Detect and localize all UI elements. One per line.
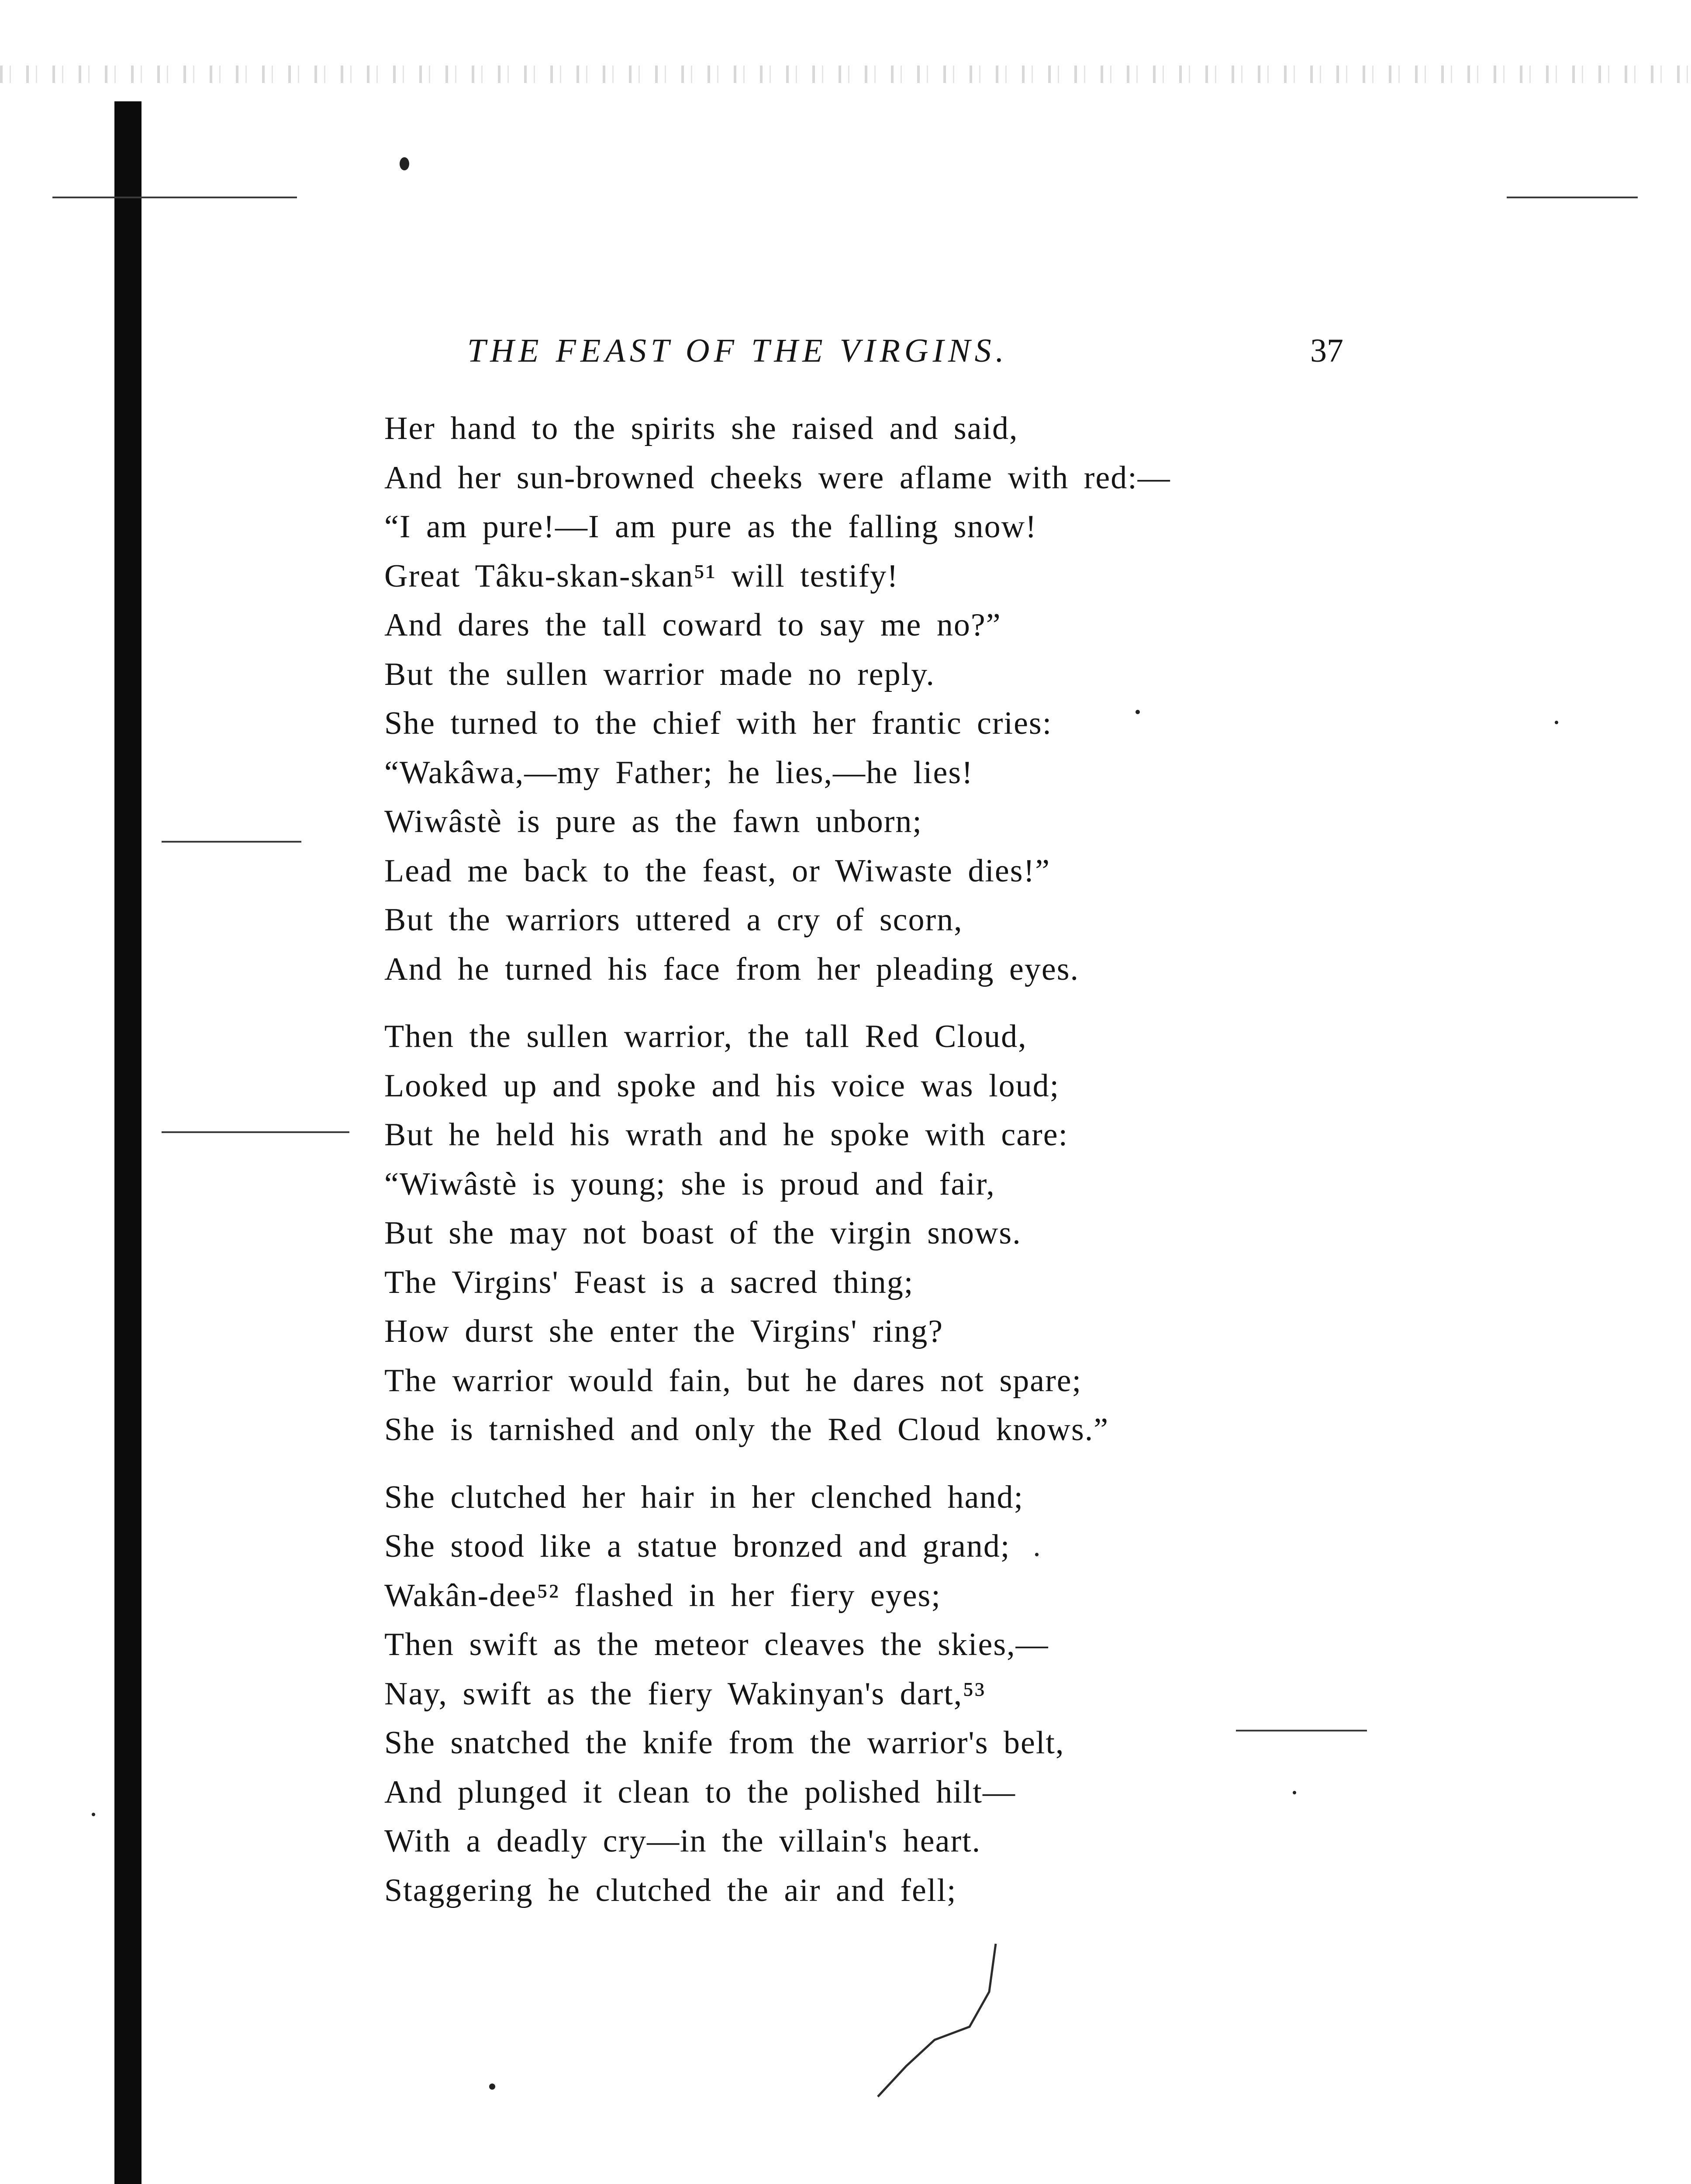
poem-line: Nay, swift as the fiery Wakinyan's dart,⁵³ bbox=[384, 1676, 986, 1712]
poem-line: She is tarnished and only the Red Cloud knows.” bbox=[384, 1412, 1109, 1448]
binding-edge bbox=[114, 101, 141, 2184]
paper-crack-mark bbox=[865, 1939, 1039, 2105]
poem-line: And dares the tall coward to say me no?” bbox=[384, 607, 1001, 643]
poem-line: Looked up and spoke and his voice was loud; bbox=[384, 1068, 1060, 1104]
ink-speck bbox=[1555, 721, 1558, 724]
poem-line: She clutched her hair in her clenched hand; bbox=[384, 1479, 1024, 1515]
poem-line: She turned to the chief with her frantic cries: bbox=[384, 705, 1053, 741]
poem-line: “Wiwâstè is young; she is proud and fair, bbox=[384, 1166, 995, 1202]
poem-line: But the sullen warrior made no reply. bbox=[384, 656, 935, 692]
poem-line: She stood like a statue bronzed and grand; bbox=[384, 1528, 1011, 1564]
poem-line: Lead me back to the feast, or Wiwaste dies!” bbox=[384, 853, 1051, 889]
poem-line: The warrior would fain, but he dares not spare; bbox=[384, 1362, 1082, 1399]
poem-line: Then the sullen warrior, the tall Red Cloud, bbox=[384, 1019, 1027, 1054]
scan-artifact-line bbox=[162, 1131, 349, 1133]
scan-artifact-line bbox=[162, 841, 301, 843]
poem-line: Wakân-dee⁵² flashed in her fiery eyes; bbox=[384, 1577, 941, 1614]
poem-line: How durst she enter the Virgins' ring? bbox=[384, 1313, 944, 1349]
poem-line: Staggering he clutched the air and fell; bbox=[384, 1872, 957, 1908]
stanza-1 bbox=[384, 404, 1345, 994]
scan-artifact-line bbox=[52, 197, 297, 198]
poem-line: With a deadly cry—in the villain's heart. bbox=[384, 1823, 981, 1859]
poem-body bbox=[384, 404, 1345, 1933]
page-number: 37 bbox=[1310, 332, 1343, 369]
running-title: THE FEAST OF THE VIRGINS. bbox=[467, 332, 1008, 369]
ink-speck bbox=[92, 1813, 95, 1816]
poem-line: Then swift as the meteor cleaves the skies,— bbox=[384, 1627, 1049, 1662]
poem-line: The Virgins' Feast is a sacred thing; bbox=[384, 1264, 914, 1300]
poem-line: But she may not boast of the virgin snows. bbox=[384, 1215, 1022, 1251]
stanza-3 bbox=[384, 1473, 1345, 1915]
scan-noise-top bbox=[0, 66, 1691, 83]
poem-line: And her sun-browned cheeks were aflame with red:— bbox=[384, 460, 1171, 496]
ink-speck bbox=[400, 157, 409, 170]
scan-artifact-line bbox=[1507, 197, 1638, 198]
stanza-2 bbox=[384, 1012, 1345, 1455]
poem-line: But he held his wrath and he spoke with care: bbox=[384, 1117, 1069, 1153]
poem-line: She snatched the knife from the warrior's belt, bbox=[384, 1725, 1065, 1761]
poem-line: Wiwâstè is pure as the fawn unborn; bbox=[384, 804, 922, 840]
poem-line: “I am pure!—I am pure as the falling snow! bbox=[384, 509, 1037, 545]
poem-line: But the warriors uttered a cry of scorn, bbox=[384, 902, 963, 938]
poem-line: Her hand to the spirits she raised and said, bbox=[384, 411, 1018, 446]
poem-line: Great Tâku-skan-skan⁵¹ will testify! bbox=[384, 558, 899, 594]
ink-speck bbox=[489, 2084, 495, 2090]
poem-line: And he turned his face from her pleading eyes. bbox=[384, 951, 1079, 987]
poem-line: And plunged it clean to the polished hilt— bbox=[384, 1774, 1016, 1810]
poem-line: “Wakâwa,—my Father; he lies,—he lies! bbox=[384, 754, 973, 791]
